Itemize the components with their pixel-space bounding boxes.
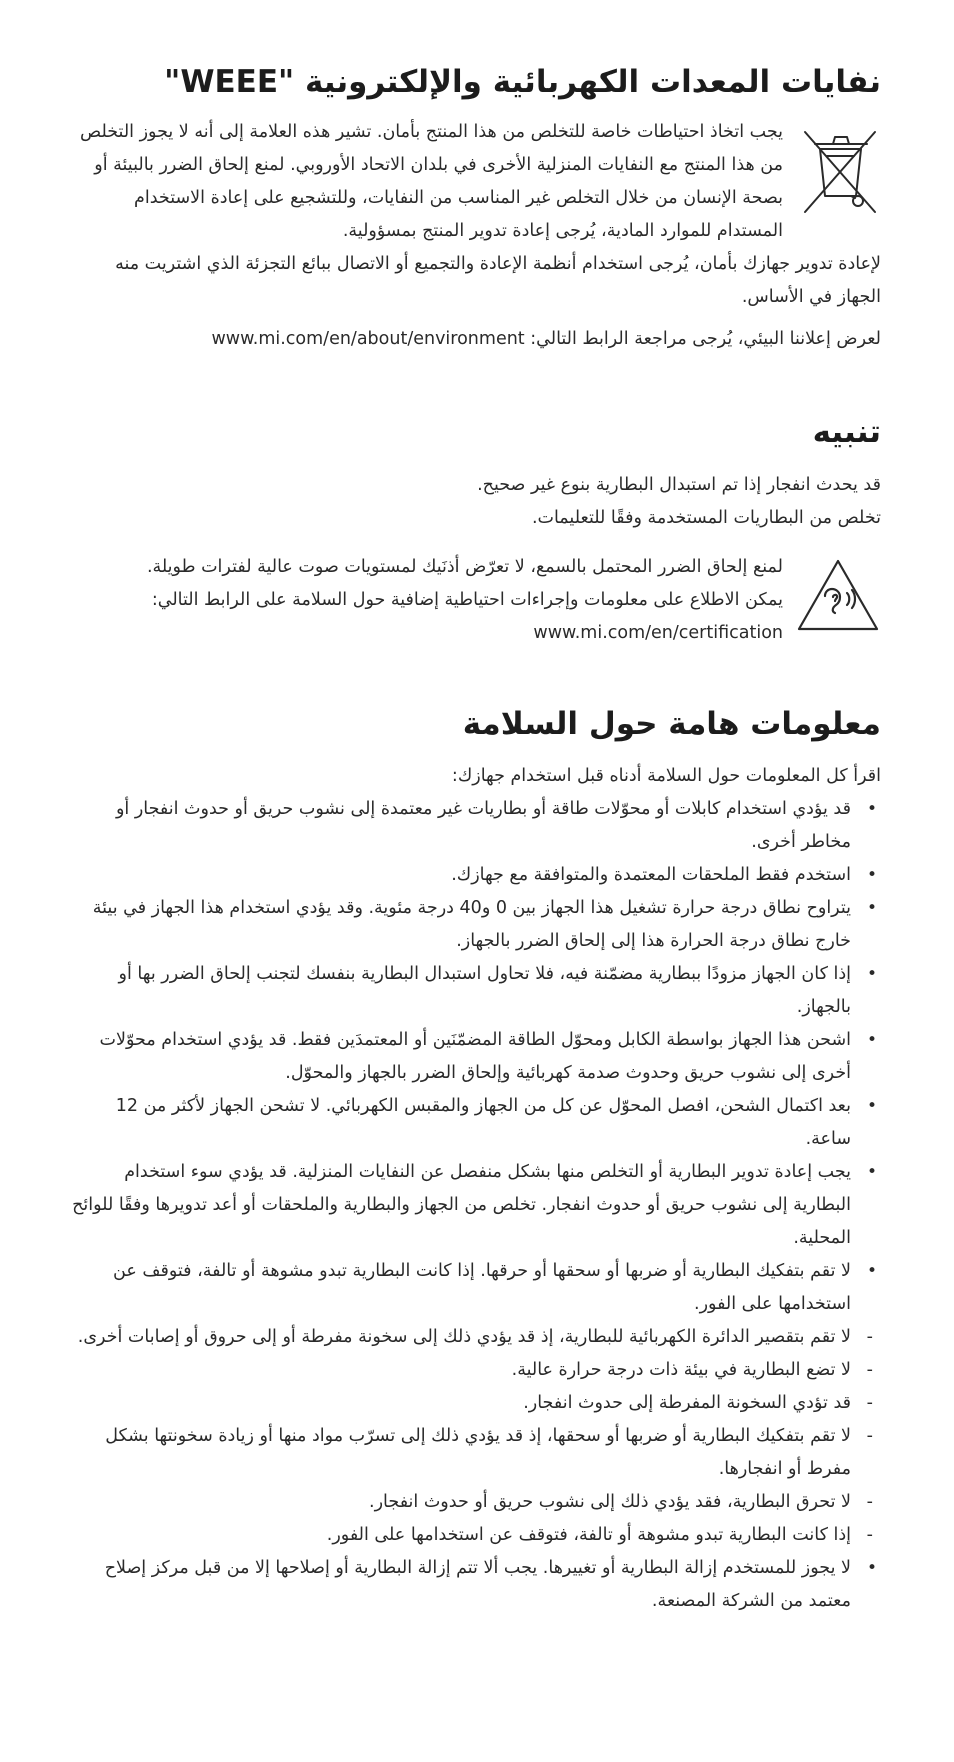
battery-sub-bullet-list xyxy=(70,1321,881,1552)
sub-list-item: - لا تقم بتفكيك البطارية أو ضربها أو سحقها، إذ قد يؤدي ذلك إلى تسرّب مواد منها أو زيادة سخونتها بشكل مفرط أو انفجارها. xyxy=(70,1420,881,1486)
battery-explosion-warning: قد يحدث انفجار إذا تم استبدال البطارية بنوع غير صحيح. xyxy=(477,474,881,495)
more-safety-info-text: يمكن الاطلاع على معلومات وإجراءات احتياطية إضافية حول السلامة على الرابط التالي: xyxy=(151,589,783,610)
weee-icon-row xyxy=(70,116,881,248)
battery-disposal-instruction: تخلص من البطاريات المستخدمة وفقًا للتعليمات. xyxy=(531,507,881,528)
sub-list-item: - لا تحرق البطارية، فقد يؤدي ذلك إلى نشوب حريق أو حدوث انفجار. xyxy=(70,1486,881,1519)
sub-list-item: - لا تقم بتقصير الدائرة الكهربائية للبطارية، إذ قد يؤدي ذلك إلى سخونة مفرطة أو إلى حروق أو إصابات أخرى. xyxy=(70,1321,881,1354)
sub-list-item: - لا تضع البطارية في بيئة ذات درجة حرارة عالية. xyxy=(70,1354,881,1387)
environment-label: لعرض إعلاننا البيئي، يُرجى مراجعة الرابط التالي: xyxy=(530,329,881,350)
list-item: • إذا كان الجهاز مزودًا ببطارية مضمّنة فيه، فلا تحاول استبدال البطارية بنفسك لتجنب إلحاق الضرر بها أو بالجهاز. xyxy=(70,958,881,1024)
weee-heading: نفايات المعدات الكهربائية والإلكترونية "WEEE" xyxy=(164,64,881,100)
certification-link[interactable]: www.mi.com/en/certification xyxy=(533,622,783,643)
caution-section xyxy=(70,412,881,649)
safety-intro: اقرأ كل المعلومات حول السلامة أدناه قبل استخدام جهازك: xyxy=(451,765,881,786)
list-item: • بعد اكتمال الشحن، افصل المحوّل عن كل من الجهاز والمقبس الكهربائي. لا تشحن الجهاز لأكثر من 12 ساعة. xyxy=(70,1090,881,1156)
list-item: • اشحن هذا الجهاز بواسطة الكابل ومحوّل الطاقة المضمّنَين أو المعتمدَين فقط. قد يؤدي استخدام محوّلات أخرى إلى نشوب حريق وحدوث صدمة كهربائية وإلحاق الضرر بالجهاز والمحوّل. xyxy=(70,1024,881,1090)
sub-list-item: - إذا كانت البطارية تبدو مشوهة أو تالفة، فتوقف عن استخدامها على الفور. xyxy=(70,1519,881,1552)
weee-disposal-paragraph: يجب اتخاذ احتياطات خاصة للتخلص من هذا المنتج بأمان. تشير هذه العلامة إلى أنه لا يجوز التخلص من هذا المنتج مع النفايات المنزلية الأخرى في بلدان الاتحاد الأوروبي. لمنع إلحاق الضرر بالبيئة أو بصحة الإنسان من خلال التخلص غير المناسب من النفايات، وللتشجيع على إعادة الاستخدام المستدام للموارد المادية، يُرجى إعادة تدوير المنتج بمسؤولية. xyxy=(80,122,783,242)
safety-section xyxy=(70,704,881,1618)
weee-recycle-paragraph: لإعادة تدوير جهازك بأمان، يُرجى استخدام أنظمة الإعادة والتجميع أو الاتصال ببائع التجزئة الذي اشتريت منه الجهاز في الأساس. xyxy=(115,254,881,308)
environment-link[interactable]: www.mi.com/en/about/environment xyxy=(211,329,525,350)
weee-section xyxy=(70,62,881,356)
caution-heading: تنبيه xyxy=(812,414,881,451)
hearing-warning-triangle-icon xyxy=(791,551,881,637)
certification-link-line xyxy=(70,617,783,650)
environment-declaration-line xyxy=(70,323,881,356)
crossed-out-wheelie-bin-icon xyxy=(791,116,881,224)
list-item: • يجب إعادة تدوير البطارية أو التخلص منها بشكل منفصل عن النفايات المنزلية. قد يؤدي سوء استخدام البطارية إلى نشوب حريق أو حدوث انفجار. تخلص من الجهاز والبطارية والملحقات أو أعد تدويرها وفقًا للوائح المحلية. xyxy=(70,1156,881,1255)
sub-list-item: - قد تؤدي السخونة المفرطة إلى حدوث انفجار. xyxy=(70,1387,881,1420)
list-item: • يتراوح نطاق درجة حرارة تشغيل هذا الجهاز بين 0 و40 درجة مئوية. وقد يؤدي استخدام هذا الجهاز في بيئة خارج نطاق درجة الحرارة هذا إلى إلحاق الضرر بالجهاز. xyxy=(70,892,881,958)
safety-final-bullet-list xyxy=(70,1552,881,1618)
list-item: • قد يؤدي استخدام كابلات أو محوّلات طاقة أو بطاريات غير معتمدة إلى نشوب حريق أو حدوث انفجار أو مخاطر أخرى. xyxy=(70,793,881,859)
list-item: • لا يجوز للمستخدم إزالة البطارية أو تغييرها. يجب ألا تتم إزالة البطارية أو إصلاحها إلا من قبل مركز إصلاح معتمد من الشركة المصنعة. xyxy=(70,1552,881,1618)
safety-heading: معلومات هامة حول السلامة xyxy=(462,705,881,742)
list-item: • لا تقم بتفكيك البطارية أو ضربها أو سحقها أو حرقها. إذا كانت البطارية تبدو مشوهة أو تالفة، فتوقف عن استخدامها على الفور. xyxy=(70,1255,881,1321)
safety-bullet-list xyxy=(70,793,881,1321)
hearing-warning-row xyxy=(70,551,881,650)
list-item: • استخدم فقط الملحقات المعتمدة والمتوافقة مع جهازك. xyxy=(70,859,881,892)
hearing-warning-text: لمنع إلحاق الضرر المحتمل بالسمع، لا تعرّض أذنَيك لمستويات صوت عالية لفترات طويلة. xyxy=(146,556,783,577)
